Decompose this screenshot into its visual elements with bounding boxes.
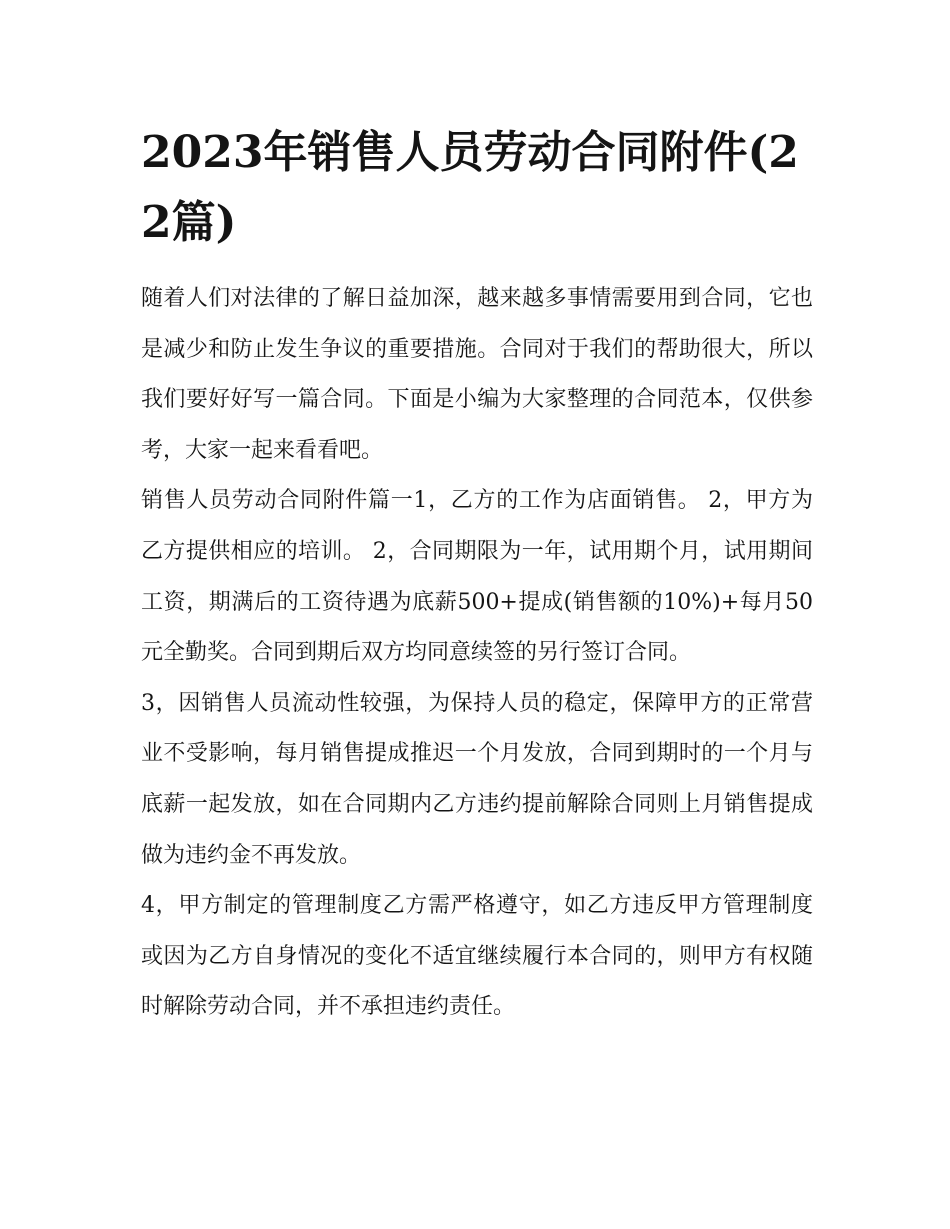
document-body [141, 274, 813, 1033]
clause-3-paragraph: 3，因销售人员流动性较强，为保持人员的稳定，保障甲方的正常营业不受影响，每月销售提成推迟一个月发放，合同到期时的一个月与底薪一起发放，如在合同期内乙方违约提前解除合同则上月销售提成做为违约金不再发放。 [141, 690, 813, 868]
document-content [141, 118, 813, 1033]
clause-4-paragraph: 4，甲方制定的管理制度乙方需严格遵守，如乙方违反甲方管理制度或因为乙方自身情况的变化不适宜继续履行本合同的，则甲方有权随时解除劳动合同，并不承担违约责任。 [141, 893, 813, 1020]
intro-paragraph: 随着人们对法律的了解日益加深，越来越多事情需要用到合同，它也是减少和防止发生争议的重要措施。合同对于我们的帮助很大，所以我们要好好写一篇合同。下面是小编为大家整理的合同范本，仅供参考，大家一起来看看吧。 [141, 286, 813, 463]
document-title: 2023年销售人员劳动合同附件(22篇) [141, 127, 799, 248]
section-one-paragraph: 销售人员劳动合同附件篇一1，乙方的工作为店面销售。 2，甲方为乙方提供相应的培训。 2，合同期限为一年，试用期个月，试用期间工资，期满后的工资待遇为底薪500+提成(销售额的10%)+每月50元全勤奖。合同到期后双方均同意续签的另行签订合同。 [141, 488, 813, 666]
